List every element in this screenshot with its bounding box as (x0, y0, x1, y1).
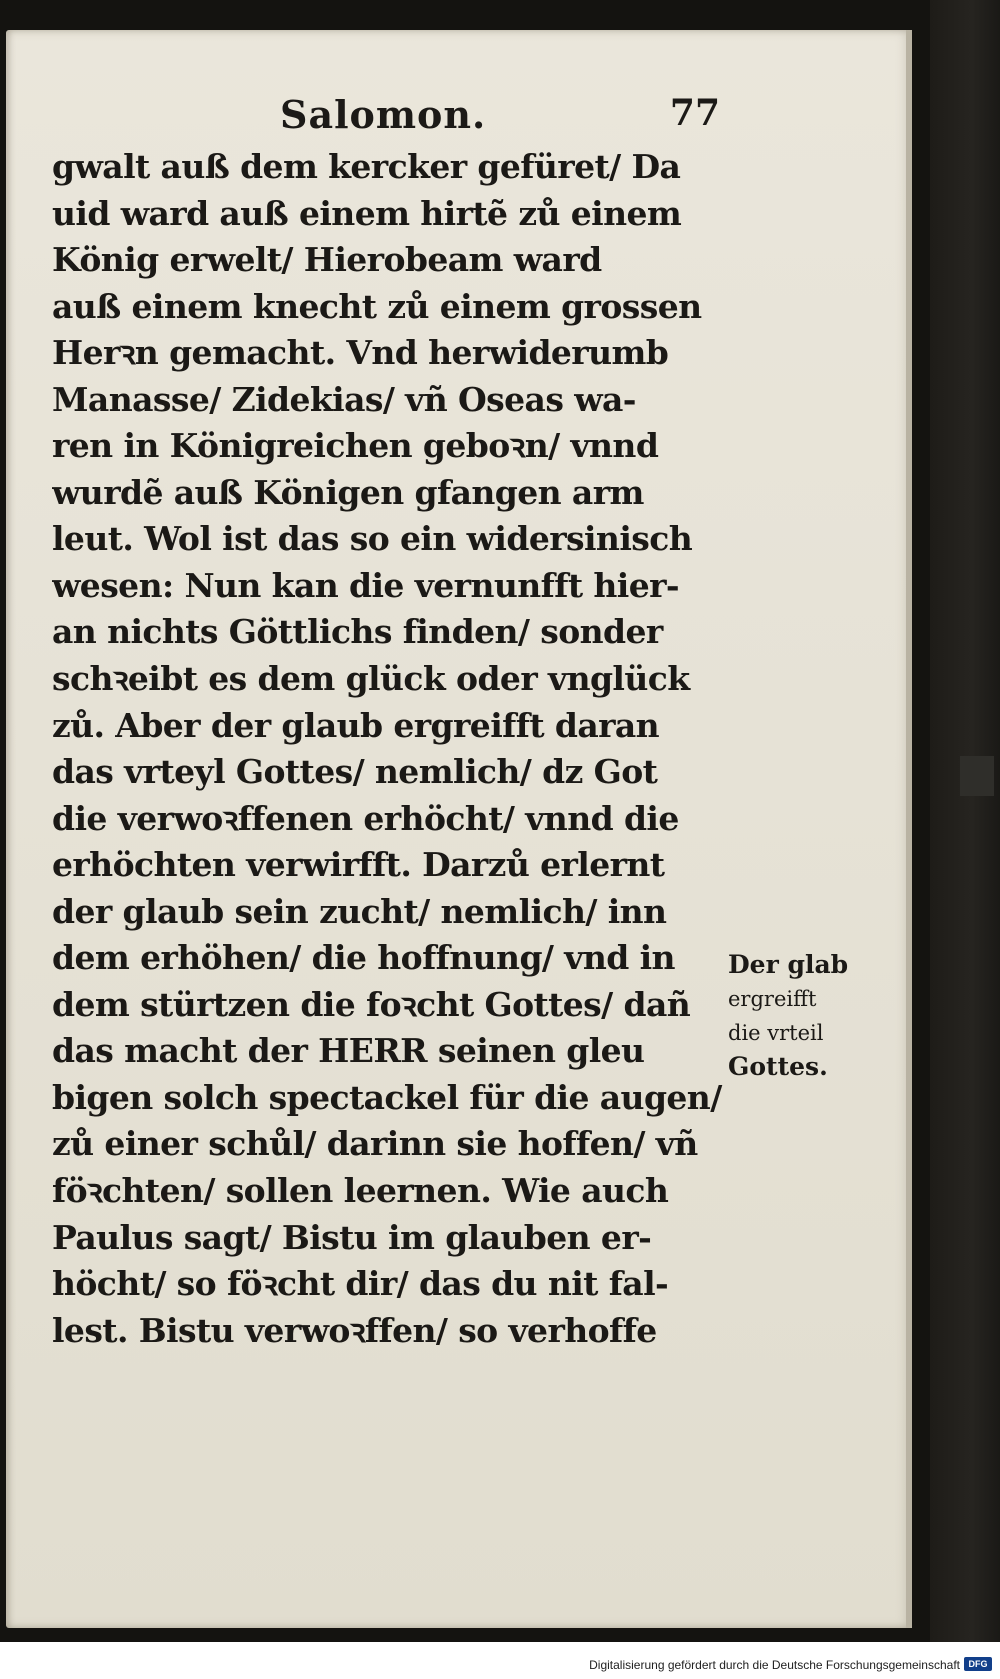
page-tab-marker (960, 756, 994, 796)
text-line: dem erhöhen/ die hoffnung/ vnd in (52, 938, 675, 978)
body-text (52, 144, 724, 1354)
text-line: höcht/ so föꝛcht dir/ das du nit fal- (52, 1264, 669, 1304)
marginal-note (728, 948, 878, 1084)
text-line: Herꝛn gemacht. Vnd herwiderumb (52, 333, 669, 373)
text-line: schꝛeibt es dem glück oder vnglück (52, 659, 690, 699)
text-line: föꝛchten/ sollen leernen. Wie auch (52, 1171, 669, 1211)
text-line: der glaub sein zucht/ nemlich/ inn (52, 891, 667, 931)
text-line: das vrteyl Gottes/ nemlich/ dz Got (52, 752, 658, 792)
marginal-note-line: ergreifft (728, 987, 817, 1011)
text-line: König erwelt/ Hierobeam ward (52, 240, 602, 280)
text-line: leut. Wol ist das so ein widersinisch (52, 519, 693, 559)
text-line: erhöchten verwirfft. Darzů erlernt (52, 845, 665, 885)
marginal-note-line: die vrteil (728, 1021, 824, 1045)
marginal-note-line: Gottes. (728, 1052, 828, 1081)
page-number: 77 (669, 92, 720, 134)
text-line: dem stürtzen die foꝛcht Gottes/ dañ (52, 984, 691, 1024)
text-line: ren in Königreichen geboꝛn/ vnnd (52, 426, 659, 466)
text-line: gwalt auß dem kercker gefüret/ Da (52, 147, 681, 186)
text-line: uid ward auß einem hirtẽ zů einem (52, 193, 682, 233)
text-line: zů einer schůl/ darinn sie hoffen/ vñ (52, 1124, 698, 1164)
running-title: Salomon. (280, 92, 487, 137)
digitization-credit: Digitalisierung gefördert durch die Deutsche Forschungsgemeinschaft (589, 1658, 960, 1672)
dfg-logo: DFG (964, 1657, 992, 1671)
text-line: das macht der HERR seinen gleu (52, 1031, 645, 1071)
text-line: bigen solch spectackel für die augen/ (52, 1077, 722, 1117)
text-line: wesen: Nun kan die vernunfft hier- (52, 565, 679, 605)
page-header (60, 92, 720, 144)
text-line: die verwoꝛffenen erhöcht/ vnnd die (52, 798, 679, 838)
text-line: lest. Bistu verwoꝛffen/ so verhoffe (52, 1310, 657, 1350)
text-line: auß einem knecht zů einem grossen (52, 286, 702, 326)
text-line: wurdẽ auß Königen gfangen arm (52, 472, 644, 512)
page-edge (906, 30, 912, 1628)
text-line: zů. Aber der glaub ergreifft daran (52, 705, 660, 745)
text-line: Paulus sagt/ Bistu im glauben er- (52, 1217, 652, 1257)
text-line: Manasse/ Zidekias/ vñ Oseas wa- (52, 379, 636, 419)
marginal-note-line: Der glab (728, 950, 849, 979)
text-line: an nichts Göttlichs finden/ sonder (52, 612, 663, 652)
